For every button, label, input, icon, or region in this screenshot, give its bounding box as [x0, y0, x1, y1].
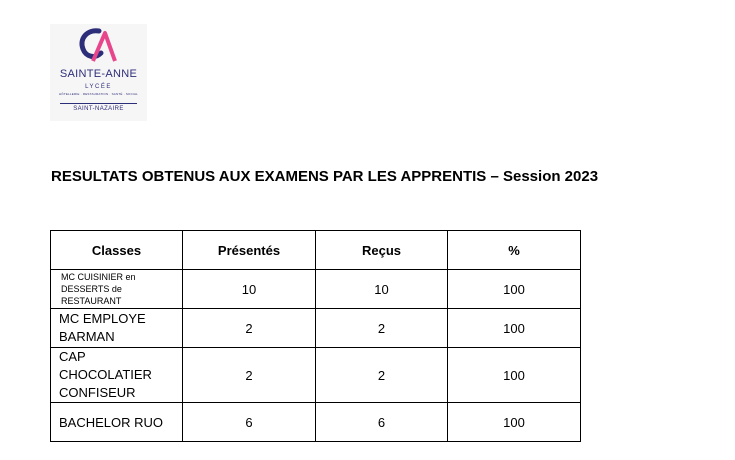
table-row [51, 270, 581, 309]
results-table [50, 230, 581, 442]
cell-percent: 100 [448, 270, 581, 309]
table-row [51, 348, 581, 403]
logo-city: SAINT-NAZAIRE [73, 106, 124, 112]
cell-presentes: 2 [183, 309, 316, 348]
header-percent: % [448, 231, 581, 270]
cell-presentes: 6 [183, 403, 316, 442]
cell-recus: 2 [316, 309, 448, 348]
logo-name: SAINTE-ANNE [59, 68, 138, 80]
cell-recus: 10 [316, 270, 448, 309]
cell-classe [51, 270, 183, 309]
logo-divider [60, 103, 137, 104]
logo-subtitle: LYCÉE [85, 84, 112, 90]
cell-recus: 6 [316, 403, 448, 442]
cell-presentes: 10 [183, 270, 316, 309]
table-row [51, 309, 581, 348]
classe-line-1: MC EMPLOYE [59, 311, 146, 326]
header-classes: Classes [51, 231, 183, 270]
logo [50, 24, 147, 121]
classe-line-1: MC CUISINIER en [61, 272, 136, 282]
cell-classe: BACHELOR RUO [51, 403, 183, 442]
classe-line-2: DESSERTS de RESTAURANT [61, 284, 122, 306]
page-title: RESULTATS OBTENUS AUX EXAMENS PAR LES APPRENTIS – Session 2023 [51, 168, 599, 185]
table-header-row [51, 231, 581, 270]
logo-tagline: HÔTELLERIE · RESTAURATION · SANTÉ · SOCIAL [58, 92, 139, 96]
classe-line-1: CAP CHOCOLATIER [59, 349, 152, 382]
header-recus: Reçus [316, 231, 448, 270]
cell-presentes: 2 [183, 348, 316, 403]
cell-classe [51, 309, 183, 348]
table-row [51, 403, 581, 442]
classe-line-2: BARMAN [59, 329, 115, 344]
classe-line-2: CONFISEUR [59, 385, 136, 400]
sainte-anne-emblem-icon [75, 27, 121, 65]
cell-percent: 100 [448, 348, 581, 403]
cell-recus: 2 [316, 348, 448, 403]
cell-classe [51, 348, 183, 403]
cell-percent: 100 [448, 403, 581, 442]
header-presentes: Présentés [183, 231, 316, 270]
cell-percent: 100 [448, 309, 581, 348]
